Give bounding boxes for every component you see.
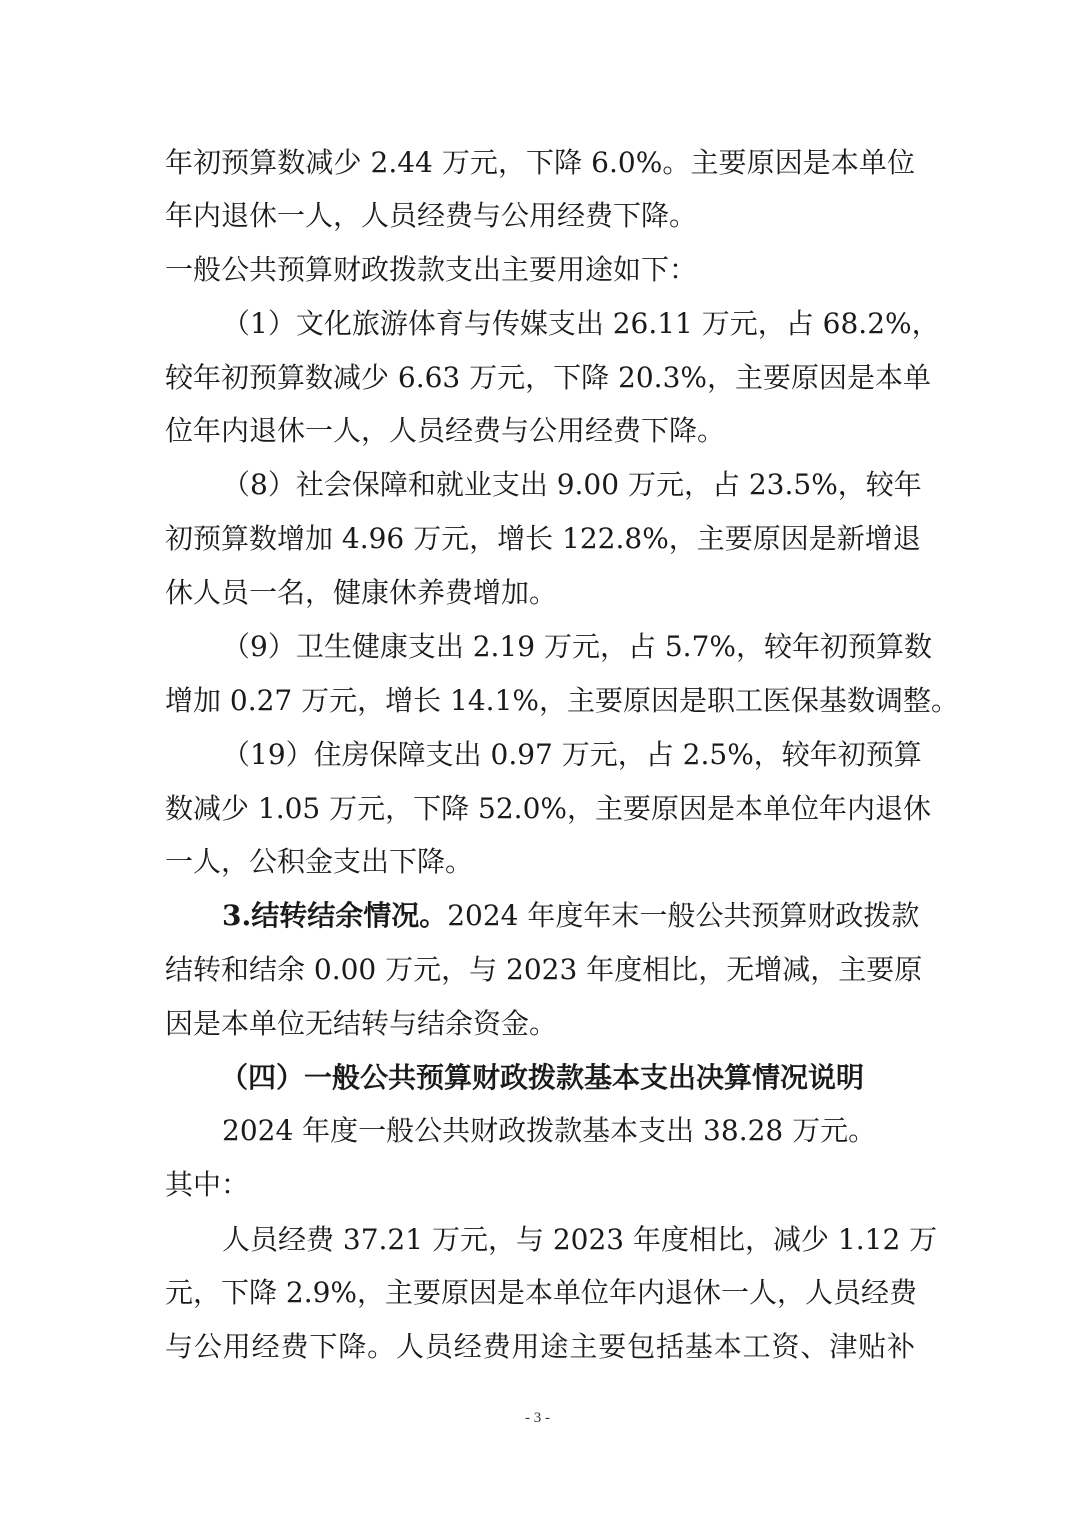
section-lead: 3.结转结余情况。 xyxy=(222,899,448,932)
paragraph-line: 数减少 1.05 万元，下降 52.0%，主要原因是本单位年内退休 xyxy=(165,792,931,825)
paragraph-line: 年初预算数减少 2.44 万元，下降 6.0%。主要原因是本单位 xyxy=(165,146,915,179)
paragraph-line: 位年内退休一人，人员经费与公用经费下降。 xyxy=(165,414,726,447)
paragraph-line: 较年初预算数减少 6.63 万元，下降 20.3%，主要原因是本单 xyxy=(165,361,931,394)
paragraph-line: 结转和结余 0.00 万元，与 2023 年度相比，无增减，主要原 xyxy=(165,953,923,986)
paragraph-line: （1）文化旅游体育与传媒支出 26.11 万元，占 68.2%， xyxy=(222,307,940,340)
paragraph-line: 初预算数增加 4.96 万元，增长 122.8%，主要原因是新增退 xyxy=(165,522,921,555)
paragraph-line: （19）住房保障支出 0.97 万元，占 2.5%，较年初预算 xyxy=(222,738,922,771)
paragraph-line xyxy=(222,896,920,936)
paragraph-line: 一般公共预算财政拨款支出主要用途如下： xyxy=(165,253,698,286)
paragraph-line: 一人，公积金支出下降。 xyxy=(165,845,474,878)
paragraph-line: 人员经费 37.21 万元，与 2023 年度相比，减少 1.12 万 xyxy=(222,1223,938,1256)
paragraph-line: 元，下降 2.9%，主要原因是本单位年内退休一人，人员经费 xyxy=(165,1276,918,1309)
paragraph-line: 年内退休一人，人员经费与公用经费下降。 xyxy=(165,199,698,232)
paragraph-line: 2024 年度一般公共财政拨款基本支出 38.28 万元。 xyxy=(222,1114,877,1147)
paragraph-line: 与公用经费下降。人员经费用途主要包括基本工资、津贴补 xyxy=(165,1330,915,1363)
paragraph-line: 因是本单位无结转与结余资金。 xyxy=(165,1007,558,1040)
section-heading: （四）一般公共预算财政拨款基本支出决算情况说明 xyxy=(220,1061,865,1094)
paragraph-line: （8）社会保障和就业支出 9.00 万元，占 23.5%，较年 xyxy=(222,468,922,501)
paragraph-line: 其中： xyxy=(165,1168,250,1201)
paragraph-line: 增加 0.27 万元，增长 14.1%，主要原因是职工医保基数调整。 xyxy=(165,684,959,717)
section-lead-rest: 2024 年度年末一般公共预算财政拨款 xyxy=(447,899,920,932)
paragraph-line: 休人员一名，健康休养费增加。 xyxy=(165,576,558,609)
paragraph-line: （9）卫生健康支出 2.19 万元，占 5.7%，较年初预算数 xyxy=(222,630,932,663)
page-number: - 3 - xyxy=(525,1410,550,1426)
